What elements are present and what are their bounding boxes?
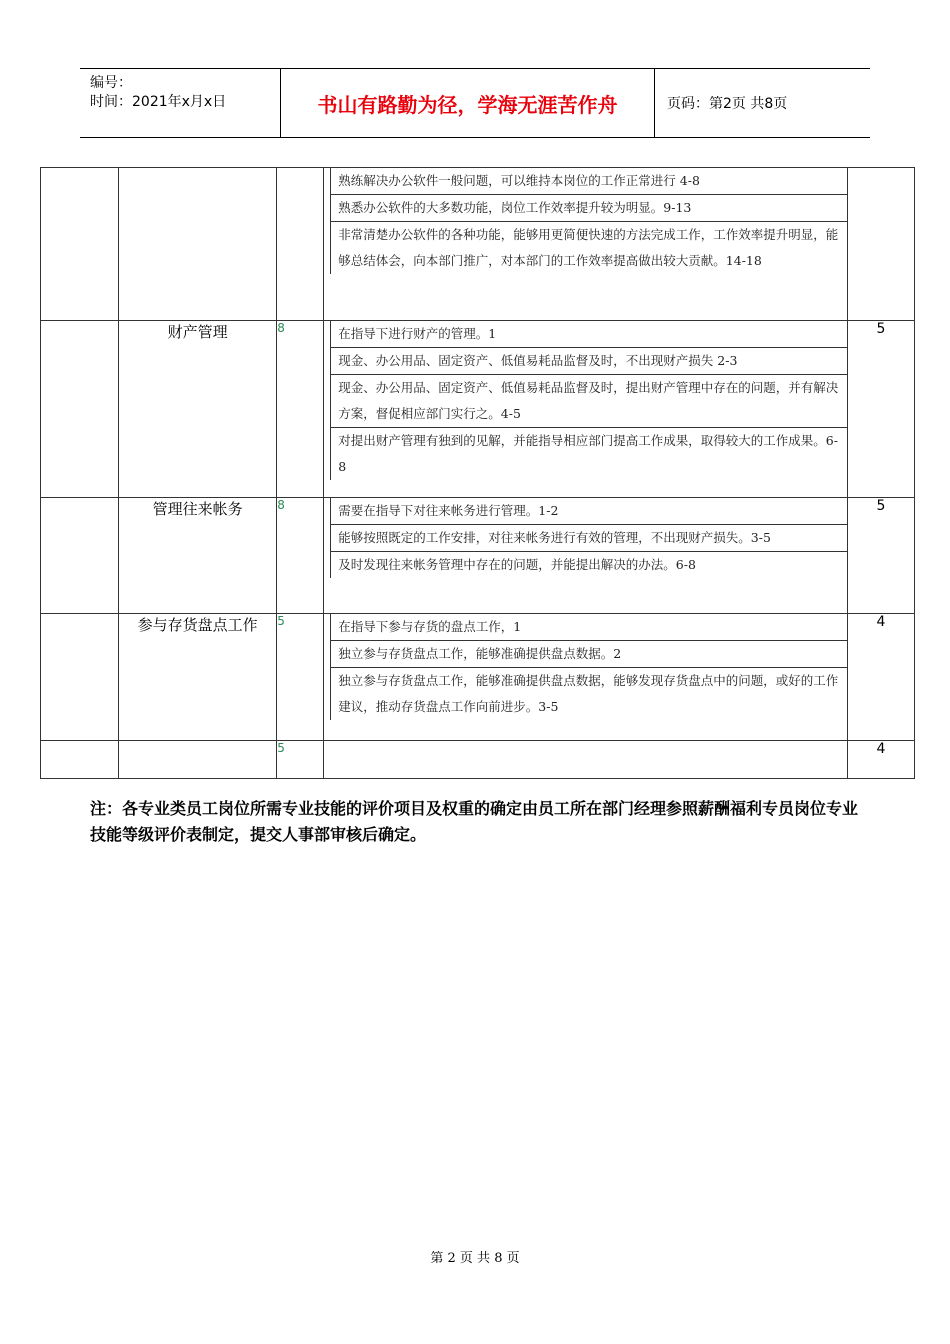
criteria-cell (324, 498, 848, 614)
criteria-text: 现金、办公用品、固定资产、低值易耗品监督及时，不出现财产损失 2-3 (338, 353, 738, 368)
criteria-item (330, 321, 847, 348)
criteria-text: 非常清楚办公软件的各种功能，能够用更简便快速的方法完成工作，工作效率提升明显，能够总结体会，向本部门推广，对本部门的工作效率提高做出较大贡献。14-18 (338, 227, 839, 268)
item-name-cell: 管理往来帐务 (119, 498, 277, 614)
page-header (80, 68, 870, 138)
table-row (41, 498, 915, 614)
table-row (41, 614, 915, 741)
criteria-text: 能够按照既定的工作安排，对往来帐务进行有效的管理，不出现财产损失。3-5 (338, 530, 771, 545)
time-label: 时间：2021年x月x日 (90, 94, 227, 110)
footnote: 注：各专业类员工岗位所需专业技能的评价项目及权重的确定由员工所在部门经理参照薪酬福利专员岗位专业技能等级评价表制定，提交人事部审核后确定。 (90, 799, 859, 844)
criteria-item (330, 552, 847, 578)
criteria-item (330, 348, 847, 375)
blank-cell (41, 614, 119, 741)
blank-cell (41, 741, 119, 779)
header-motto: 书山有路勤为径，学海无涯苦作舟 (281, 69, 655, 137)
table-row (41, 741, 915, 779)
criteria-item (330, 375, 847, 428)
skill-evaluation-table (40, 167, 915, 779)
blank-cell (41, 498, 119, 614)
criteria-text: 需要在指导下对往来帐务进行管理。1-2 (338, 503, 559, 518)
criteria-text: 独立参与存货盘点工作，能够准确提供盘点数据，能够发现存货盘点中的问题，或好的工作建议，推动存货盘点工作向前进步。3-5 (338, 673, 839, 714)
item-name-cell: 财产管理 (119, 321, 277, 498)
item-name-cell (119, 741, 277, 779)
score-cell: 5 (847, 321, 914, 498)
weight-cell: 5 (277, 614, 324, 741)
number-label: 编号： (90, 75, 132, 91)
criteria-text: 熟悉办公软件的大多数功能，岗位工作效率提升较为明显。9-13 (338, 200, 692, 215)
criteria-item (330, 614, 847, 641)
blank-cell (41, 321, 119, 498)
weight-cell: 8 (277, 321, 324, 498)
table-row (41, 321, 915, 498)
criteria-item (330, 428, 847, 480)
weight-cell: 8 (277, 498, 324, 614)
table-row (41, 168, 915, 321)
score-cell: 4 (847, 741, 914, 779)
score-cell (847, 168, 914, 321)
criteria-item (330, 222, 847, 274)
score-cell: 5 (847, 498, 914, 614)
criteria-text: 及时发现往来帐务管理中存在的问题，并能提出解决的办法。6-8 (338, 557, 696, 572)
criteria-text: 在指导下进行财产的管理。1 (338, 326, 497, 341)
item-name-cell (119, 168, 277, 321)
blank-cell (41, 168, 119, 321)
criteria-text: 独立参与存货盘点工作，能够准确提供盘点数据。2 (338, 646, 622, 661)
criteria-text: 现金、办公用品、固定资产、低值易耗品监督及时，提出财产管理中存在的问题，并有解决方案，督促相应部门实行之。4-5 (338, 380, 839, 421)
weight-cell (277, 168, 324, 321)
criteria-text: 熟练解决办公软件一般问题，可以维持本岗位的工作正常进行 4-8 (338, 173, 700, 188)
criteria-item (330, 641, 847, 668)
criteria-cell (324, 321, 848, 498)
criteria-cell (324, 741, 848, 779)
criteria-item (330, 498, 847, 525)
weight-cell: 5 (277, 741, 324, 779)
page-footer: 第 2 页 共 8 页 (430, 1251, 520, 1266)
score-cell: 4 (847, 614, 914, 741)
criteria-cell (324, 614, 848, 741)
header-meta (80, 69, 281, 137)
criteria-cell (324, 168, 848, 321)
criteria-text: 在指导下参与存货的盘点工作，1 (338, 619, 522, 634)
header-page-info: 页码：第2页 共8页 (667, 96, 788, 112)
criteria-item (330, 668, 847, 720)
criteria-item (330, 195, 847, 222)
criteria-text: 对提出财产管理有独到的见解，并能指导相应部门提高工作成果，取得较大的工作成果。6-8 (338, 433, 838, 474)
criteria-item (330, 168, 847, 195)
item-name-cell: 参与存货盘点工作 (119, 614, 277, 741)
criteria-item (330, 525, 847, 552)
